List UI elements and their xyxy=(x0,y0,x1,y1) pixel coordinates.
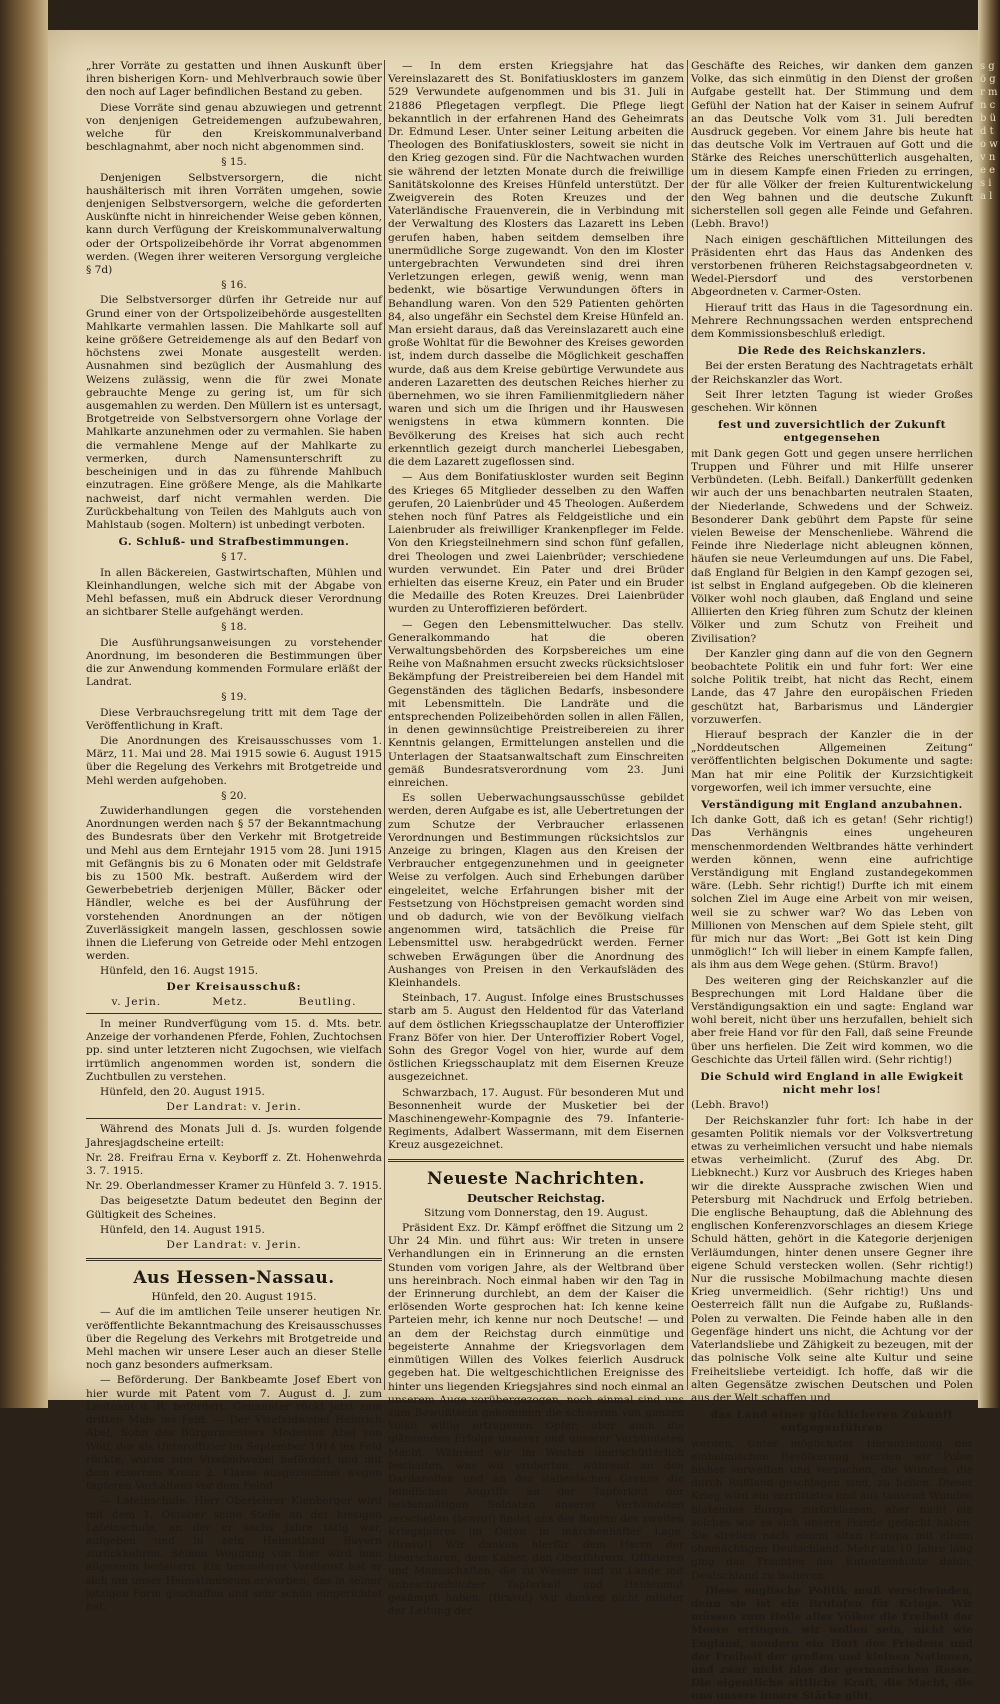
paragraph: „hrer Vorräte zu gestatten und ihnen Auskunft über ihren bisherigen Korn- und Mehlverbrauch sowie über den noch auf Lager befindlichen Bestand zu geben. xyxy=(86,60,382,99)
section-heading: G. Schluß- und Strafbestimmungen. xyxy=(118,536,350,549)
paragraph: Die Ausführungsanweisungen zu vorstehender Anordnung, im besonderen die Bestimmungen über die zur Anwendung kommenden Formulare erläßt der Landrat. xyxy=(86,636,382,689)
paragraph: In allen Bäckereien, Gastwirtschaften, Mühlen und Kleinhandlungen, welche sich mit der Abgabe von Mehl befassen, muß ein Abdruck dieser Verordnung an sichtbarer Stelle aufgehängt werden. xyxy=(86,566,382,619)
divider xyxy=(86,1258,382,1261)
sub-heading: Deutscher Reichstag. xyxy=(466,1190,606,1205)
divider xyxy=(388,1159,684,1162)
paragraph: Diese englische Politik muß verschwinden, denn sie ist ein Brutofen für Kriege. Wir müssen zum Heile aller Völker die Freiheit der Meere erringen, wir wollen sein, nicht wie England, sondern ein Hort des Friedens und der Freiheit der großen und kleinen Nationen, und zwar nicht blos der germanischen Rasse. Die eigentliche sittliche Kraft, die Macht, die uns unsere innere Stärke gibt, xyxy=(691,1584,973,1703)
paragraph: Seit Ihrer letzten Tagung ist wieder Großes geschehen. Wir können xyxy=(691,388,973,415)
divider xyxy=(86,1013,382,1014)
emphasis-heading: Verständigung mit England anzubahnen. xyxy=(701,798,963,811)
list-item: Nr. 28. Freifrau Erna v. Keyborff z. Zt. Hohenwehrda 3. 7. 1915. xyxy=(86,1151,382,1178)
emphasis-heading: fest und zuversichtlich der Zukunft entgegensehen xyxy=(717,419,946,445)
list-item: Nr. 29. Oberlandmesser Kramer zu Hünfeld 3. 7. 1915. xyxy=(86,1180,382,1193)
paragraph: In meiner Rundverfügung vom 15. d. Mts. betr. Anzeige der vorhandenen Pferde, Fohlen, Zuchtochsen pp. sind unter letzteren nicht Zugochsen, wie vielfach irrtümlich angenommen worden ist, sondern die Zuchtbullen zu verstehen. xyxy=(86,1018,382,1083)
column-1 xyxy=(86,60,382,1613)
paragraph: — Lateinschule. Herr Oberlehrer Kienberger wird mit dem 1. Oktober seine Stelle an der hiesigen Lateinschule, an der er sechs Jahre tätig war, aufgeben und in sein Heimatland Bayern zurückkehren. Seinen Weggang von hier wird man allgemein bedauern. Ein besonderes Verdienst hat er sich um unser Heimatmuseum erworben, das in seiner jetzigen Form geschaffen und sehr schön eingerichtet hat. xyxy=(86,1495,382,1613)
paragraph: Der Kanzler ging dann auf die von den Gegnern beobachtete Politik ein und fuhr fort: Wer eine solche Politik treibt, hat nicht das Recht, einem Lande, das 47 Jahre den europäischen Frieden geschützt hat, Barbarismus und Ländergier vorzuwerfen. xyxy=(691,647,973,726)
signature: v. Jerin. xyxy=(111,995,162,1008)
dateline: Hünfeld, den 20. August 1915. xyxy=(100,1086,265,1099)
section-heading: Aus Hessen-Nassau. xyxy=(133,1268,335,1289)
paragraph: — Beförderung. Der Bankbeamte Josef Ebert von hier wurde mit Patent vom 7. August d. J. zum Leutnant d. R. befördert. Genannter rückt jetzt zum dritten Male ins Feld. — Der Vizefeldwebel Heinrich Abel, Sohn des Bürgermeisters Modestus Abel von Wölf, der als Unteroffizier im September 1914 ins Feld rückte, wurde zum Vizefeldwebel befördert und mit dem eisernen Kreuz 2. Klasse ausgezeichnet wegen tapferen Verhaltens vor dem Feind. xyxy=(86,1374,382,1493)
paragraph: Es sollen Ueberwachungsausschüsse gebildet werden, deren Aufgabe es ist, alle Uebertretungen der zum Schutze der Verbraucher erlassenen Verordnungen und Bestimmungen rücksichtslos zur Anzeige zu bringen, Klagen aus den Kreisen der Verbraucher entgegenzunehmen und in geeigneter Weise zu verfolgen. Auch sind Erhebungen darüber eingeleitet, welche Erfahrungen bisher mit der Festsetzung von Höchstpreisen gemacht worden sind und ob dadurch, wie von der Bevölkung vielfach angenommen wird, tatsächlich die Preise für Lebensmittel usw. herabgedrückt werden. Ferner schweben Erwägungen über die Anordnung des Aushanges von Preisen in den Verkaufsläden des Kleinhandels. xyxy=(388,792,684,990)
paragraph: Hierauf tritt das Haus in die Tagesordnung ein. Mehrere Rechnungssachen werden entsprechend dem Kommissionsbeschluß erledigt. xyxy=(691,301,973,341)
divider xyxy=(86,1118,382,1119)
dateline: Sitzung vom Donnerstag, den 19. August. xyxy=(423,1206,649,1219)
section-heading: Die Rede des Reichskanzlers. xyxy=(737,345,927,358)
paragraph: Schwarzbach, 17. August. Für besonderen Mut und Besonnenheit wurde der Musketier bei der Maschinengewehr-Kompagnie des 79. Infanterie-Regiments, Adalbert Wassermann, mit dem Eisernen Kreuz ausgezeichnet. xyxy=(388,1086,684,1152)
paragraph: Der Reichskanzler fuhr fort: Ich habe in der gesamten Politik niemals vor der Volksvertretung etwas zu verheimlichen versucht und habe niemals etwas verheimlicht. (Zuruf des Abg. Dr. Liebknecht.) Kurz vor Ausbruch des Krieges haben wir die direkte Aussprache zwischen Wien und Petersburg mit Nachdruck und Erfolg betrieben. Die englische Behauptung, daß die Ablehnung des englischen Konferenzvorschlages an diesem Kriege Schuld hätten, gehört in die Kategorie derjenigen Verläumdungen, hinter denen unsere Gegner ihre eigene Schuld verstecken wollen. (Sehr richtig!) Nur die russische Mobilmachung machte diesen Krieg unvermeidlich. (Sehr richtig!) Uns und Oesterreich fällt nun die Aufgabe zu, Rußlands-Polen zu verwalten. Die Feinde haben alle in den Gegenfäge hindert uns nicht, die Achtung vor der Vaterlandsliebe und Zähigkeit zu bezeugen, mit der das polnische Volk seine alte Kultur und seine Freiheitsliebe verteidigt. Ich hoffe, daß wir die alten Gegensätze zwischen Deutschen und Polen aus der Welt schaffen und xyxy=(691,1114,973,1404)
section-number: § 18. xyxy=(221,621,247,634)
paragraph: Bei der ersten Beratung des Nachtragetats erhält der Reichskanzler das Wort. xyxy=(691,360,973,386)
paragraph: — Aus dem Bonifatiuskloster wurden seit Beginn des Krieges 65 Mitglieder desselben zu den Waffen gerufen, 20 Laienbrüder und 45 Theologen. Außerdem stehen noch fünf Patres als Feldgeistliche und ein Laienbruder als freiwilliger Krankenpfleger im Felde. Von den Kriegsteilnehmern sind schon fünf gefallen, drei Theologen und zwei Laienbrüder; verschiedene wurden verwundet. Ein Pater und drei Brüder erhielten das eiserne Kreuz, ein Pater und ein Bruder die Medaille des Roten Kreuzes. Drei Laienbrüder wurden zu Unteroffizieren befördert. xyxy=(388,471,684,616)
paragraph: — Auf die im amtlichen Teile unserer heutigen Nr. veröffentlichte Bekanntmachung des Kreisausschusses über die Regelung des Verkehrs mit Brotgetreide und Mehl machen wir unsere Leser auch an dieser Stelle noch ganz besonders aufmerksam. xyxy=(86,1306,382,1372)
emphasis-heading: Die Schuld wird England in alle Ewigkeit nicht mehr los! xyxy=(700,1071,964,1097)
paragraph: mit Dank gegen Gott und gegen unsere herrlichen Truppen und Führer und mit Hilfe unserer Verbündeten. (Lebh. Beifall.) Dankerfüllt gedenken wir auch der uns benachbarten neutralen Staaten, der Niederlande, Schwedens und der Schweiz. Besonderer Dank gebührt dem Papste für seine vielen Beweise der Menschenliebe. Während die Feinde ihre Niederlage nicht ableugnen können, häufen sie neue Verleumdungen auf uns. Die Fabel, daß England für Belgien in den Kampf gezogen sei, ist selbst in England aufgegeben. Ob die kleineren Völker wohl noch glauben, daß England und seine Alliierten den Krieg führen zum Schutz der kleinen Völker und zum Schutz von Freiheit und Zivilisation? xyxy=(691,447,973,645)
paragraph: Steinbach, 17. August. Infolge eines Brustschusses starb am 5. August den Heldentod für das Vaterland auf dem östlichen Kriegsschauplatze der Unteroffizier Franz Böfer von hier. Der Unteroffizier Robert Vogel, Sohn des Gregor Vogel von hier, wurde auf dem östlichen Kriegsschauplatz mit dem Eisernen Kreuze ausgezeichnet. xyxy=(388,992,684,1084)
signature-title: Der Kreisausschuß: xyxy=(166,980,302,993)
section-number: § 17. xyxy=(221,551,247,564)
paragraph: Zuwiderhandlungen gegen die vorstehenden Anordnungen werden nach § 57 der Bekanntmachung des Bundesrats über den Verkehr mit Brotgetreide und Mehl aus dem Erntejahr 1915 vom 28. Juni 1915 mit Gefängnis bis zu 6 Monaten oder mit Geldstrafe bis zu 1500 Mk. bestraft. Außerdem wird der Gewerbebetrieb derjenigen Müller, Bäcker oder Händler, welche es bei der Ausführung der vorstehenden Anordnungen an der nötigen Zuverlässigkeit mangeln lassen, geschlossen sowie ihnen die Lieferung von Getreide oder Mehl entzogen werden. xyxy=(86,804,382,963)
signatures xyxy=(86,996,382,1009)
column-rule xyxy=(687,60,688,1390)
paragraph: Während des Monats Juli d. Js. wurden folgende Jahresjagdscheine erteilt: xyxy=(86,1123,382,1149)
paragraph: Des weiteren ging der Reichskanzler auf die Besprechungen mit Lord Haldane über die Verständigungsaktion ein und sagte: England war wohl bereit, nicht über uns herzufallen, behielt sich aber freie Hand vor für den Fall, daß seine Freunde über uns herfielen. Die Zeit wird kommen, wo die Geschichte das Urteil fällen wird. (Sehr richtig!) xyxy=(691,974,973,1066)
dateline: Hünfeld, den 20. August 1915. xyxy=(151,1291,317,1304)
paragraph: (Lebh. Bravo!) xyxy=(691,1099,769,1112)
binding-left-edge xyxy=(0,0,48,1408)
signature: Metz. xyxy=(212,995,248,1008)
section-number: § 19. xyxy=(221,691,247,704)
paragraph: — Gegen den Lebensmittelwucher. Das stellv. Generalkommando hat die oberen Verwaltungsbehörden des Korpsbereiches um eine Reihe von Maßnahmen ersucht zwecks rücksichtsloser Bekämpfung der Preistreibereien bei dem Handel mit Gegenständen des täglichen Bedarfs, insbesondere mit Lebensmitteln. Die Landräte und die entsprechenden Polizeibehörden sollen in allen Fällen, in denen gewinnsüchtige Preistreibereien zu ihrer Kenntnis gelangen, Ermittelungen anstellen und die Unterlagen der Staatsanwaltschaft zum Einschreiten gemäß Bundesratsverordnung vom 23. Juni einreichen. xyxy=(388,618,684,789)
paragraph: Die Selbstversorger dürfen ihr Getreide nur auf Grund einer von der Ortspolizeibehörde ausgestellten Mahlkarte vermahlen lassen. Die Mahlkarte soll auf keine größere Getreidemenge als auf den Bedarf von höchstens zwei Monate ausgestellt werden. Ausnahmen sind bezüglich der Ausmahlung des Weizens zulässig, wenn die für zwei Monate gebrauchte Menge zu gering ist, um für sich ausgemahlen zu werden. Den Müllern ist es untersagt, Brotgetreide von Selbstversorgern ohne Vorlage der Mahlkarte anzunehmen oder zu vermahlen. Sie haben die vermahlene Menge auf der Mahlkarte zu vermerken, durch Namensunterschrift zu bescheinigen und in das zu führende Mahlbuch einzutragen. Eine größere Menge, als die Mahlkarte nachweist, darf nicht vermahlen werden. Die Zurückbehaltung von Teilen des Mahlguts auch von Mahlstaub (sogen. Moltern) ist unbedingt verboten. xyxy=(86,294,382,531)
section-number: § 20. xyxy=(221,789,247,802)
paragraph: Die Anordnungen des Kreisausschusses vom 1. März, 11. Mai und 28. Mai 1915 sowie 6. August 1915 über die Regelung des Verkehrs mit Brotgetreide und Mehl werden aufgehoben. xyxy=(86,734,382,787)
section-heading: Neueste Nachrichten. xyxy=(426,1168,646,1189)
next-page-edge-text: s g ö g r m n c b ü d t o w v n e e s i a l xyxy=(980,61,998,202)
section-number: § 16. xyxy=(221,279,247,292)
paragraph: Nach einigen geschäftlichen Mitteilungen des Präsidenten ehrt das Haus das Andenken des verstorbenen früheren Reichstagsabgeordneten v. Wedel-Piersdorf und des verstorbenen Abgeordneten v. Carmer-Osten. xyxy=(691,233,973,299)
section-number: § 15. xyxy=(221,156,247,169)
paragraph: Geschäfte des Reiches, wir danken dem ganzen Volke, das sich einmütig in den Dienst der großen Aufgabe gestellt hat. Der Stimmung und dem Gefühl der Nation hat der Kaiser in seinem Aufruf an das Deutsche Volk vom 31. Juli beredten Ausdruck gegeben. Vor einem Jahre bis heute hat das deutsche Volk im Vertrauen auf Gott und die Stärke des Reiches unerschütterlich ausgehalten, um in diesem Kampfe einen Frieden zu erringen, der für alle Völker der freien Kulturentwickelung den Weg bahnen und die deutsche Zukunft sicherstellen soll gegen alle Feinde und Gefahren. (Lebh. Bravo!) xyxy=(691,60,973,231)
column-3 xyxy=(691,60,973,1703)
paragraph: Diese Vorräte sind genau abzuwiegen und getrennt von denjenigen Getreidemengen aufzubewahren, welche für den Kreiskommunalverband beschlagnahmt, aber noch nicht abgenommen sind. xyxy=(86,101,382,154)
paragraph: Präsident Exz. Dr. Kämpf eröffnet die Sitzung um 2 Uhr 24 Min. und führt aus: Wir treten in unsere Verhandlungen ein in Erinnerung an die ernsten Stunden vom vorigen Jahre, als der Weltbrand über uns hereinbrach. Noch einmal haben wir den Tag in der Erinnerung durchlebt, an dem der Kaiser die erlösenden Worte gesprochen hat: Ich kenne keine Parteien mehr, ich kenne nur noch Deutsche! — und an dem der Reichstag durch einmütige und begeisterte Annahme der Kriegsvorlagen dem einmütigen Willen des Volkes feierlich Ausdruck gegeben hat. Die weltgeschichtlichen Ereignisse des hinter uns liegenden Kriegsjahres sind noch einmal an unserem Auge vorübergezogen, noch einmal sind uns zum Bewußtsein gekommen die schweren von ganzen Volke willig ertragenen Opfer, aber auch die glänzenden Erfolge unserer und unserer Verbündeten Macht. Während wir im Westen unerschütterlich festhalten, was wir eroberten, während an den Dardanellen und an der italienischen Grenze die feindlichen Angriffe an der Tapferkeit der heldenmütigen Soldaten unserer Verbündeten zerschellen (bravo!) findet uns der Beginn des zweiten Kriegsjahres im Osten in märchenhafter Lage. (Bravo!) Wir danken hierfür dem Herrn der Heerscharen, dem Kaiser, den Oberführern, Offizieren und Mannschaften, die zu Wasser und zu Lande mit unbeschreiblicher Tapferkeit und Heldenmut gekämpft haben. (Bravo!) Wir danken nicht minder der Leitung der xyxy=(388,1222,684,1617)
signature: Der Landrat: v. Jerin. xyxy=(166,1239,302,1252)
paragraph: Ich danke Gott, daß ich es getan! (Sehr richtig!) Das Verhängnis eines ungeheuren menschenmordenden Weltbrandes hätte verhindert werden können, wenn eine aufrichtige Verständigung mit England zustandegekommen wäre. (Lebh. Sehr richtig!) Durfte ich mit einem solchen Ziel im Auge eine Arbeit von mir weisen, weil sie zu schwer war? Wo das Leben von Millionen von Menschen auf dem Spiele steht, gilt für mich nur das Wort: „Bei Gott ist kein Ding unmöglich!“ Ich will lieber in einem Kampfe fallen, als ihm aus dem Wege gehen. (Stürm. Bravo!) xyxy=(691,814,973,972)
paragraph: Das beigesetzte Datum bedeutet den Beginn der Gültigkeit des Scheines. xyxy=(86,1195,382,1221)
paragraph: Hierauf besprach der Kanzler die in der „Norddeutschen Allgemeinen Zeitung“ veröffentlichten belgischen Dokumente und sagte: Man hat mir eine Politik der Kurzsichtigkeit vorgeworfen, weil ich immer versuchte, eine xyxy=(691,728,973,794)
paragraph: Denjenigen Selbstversorgern, die nicht haushälterisch mit ihren Vorräten umgehen, sowie denjenigen Selbstversorgern, welche die geforderten Auskünfte nicht in hinreichender Weise geben können, kann durch Verfügung der Kreiskommunalverwaltung oder der Ortspolizeibehörde ihr Vorrat abgenommen werden. (Wegen ihrer weiteren Versorgung vergleiche § 7d) xyxy=(86,171,382,277)
dateline: Hünfeld, den 14. August 1915. xyxy=(100,1223,265,1236)
dateline: Hünfeld, den 16. Augst 1915. xyxy=(100,965,259,978)
paragraph: werden. Unter möglichster Heranziehung der einheimischen Bevölkerung werden wir Polen bisher verwalten und versuchen, die Wunden, die durch Rußland geschlagen sind, zu heilen. Dieser Krieg wird ein zerrüttetes und aus tausend Wunden blutendes Europa zurücklassen, aber nicht ein solches wie es sich unsere Feinde gedacht haben. Sie streben nach einem alten Europa mit einem ohnmächtigen Deutschland. Mehr als 10 Jahre lang ging das Trachten der Ententemächte dahin, Deutschland zu isolieren. xyxy=(691,1437,973,1582)
emphasis-heading: das Land einer glücklicheren Zukunft entgegenführen xyxy=(710,1409,954,1435)
column-2 xyxy=(388,60,684,1617)
column-rule xyxy=(384,60,385,1390)
paragraph: Diese Verbrauchsregelung tritt mit dem Tage der Veröffentlichung in Kraft. xyxy=(86,706,382,732)
paragraph: — In dem ersten Kriegsjahre hat das Vereinslazarett des St. Bonifatiusklosters im ganzem 529 Verwundete aufgenommen und bis 31. Juli in 21886 Pflegetagen verpflegt. Die Pflege liegt bekanntlich in der erfahrenen Hand des Geheimrats Dr. Edmund Leser. Unter seiner Leitung arbeiten die Theologen des Bonifatiusklosters, soweit sie nicht in den Krieg gezogen sind. Für die Nachtwachen wurden sie während der letzten Monate durch die freiwillige Sanitätskolonne des Kreises Hünfeld unterstützt. Der Zweigverein des Roten Kreuzes und der Vaterländische Frauenverein, die in Verbindung mit der Verwaltung des Klosters das Lazarett ins Leben gerufen haben, haben seitdem demselben ihre unermüdliche Sorge zugewandt. Von den im Kloster untergebrachten Verwundeten sind drei ihren Verletzungen erlegen, gewiß wenig, wenn man bedenkt, wie bösartige Verwundungen öfters in Behandlung waren. Von den 529 Patienten gehörten 84, also ungefähr ein Sechstel dem Kreise Hünfeld an. Man ersieht daraus, daß das Vereinslazarett auch eine große Wohltat für die Bewohner des Kreises geworden ist, indem durch dasselbe die Möglichkeit geschaffen wurde, daß aus dem Kreise gebürtige Verwundete aus anderen Lazaretten des deutschen Reiches hierher zu übernehmen, wo sie ihren Familienmitgliedern näher waren und sich um die Ihrigen und ihr Hauswesen wenigstens in etwa kümmern konnten. Die Bevölkerung des Kreises hat sich auch recht erkenntlich gezeigt durch mancherlei Liebesgaben, die dem Lazarett zugeflossen sind. xyxy=(388,60,684,469)
signature: Beutling. xyxy=(298,995,357,1008)
signature: Der Landrat: v. Jerin. xyxy=(166,1101,302,1114)
newspaper-page xyxy=(48,30,978,1703)
